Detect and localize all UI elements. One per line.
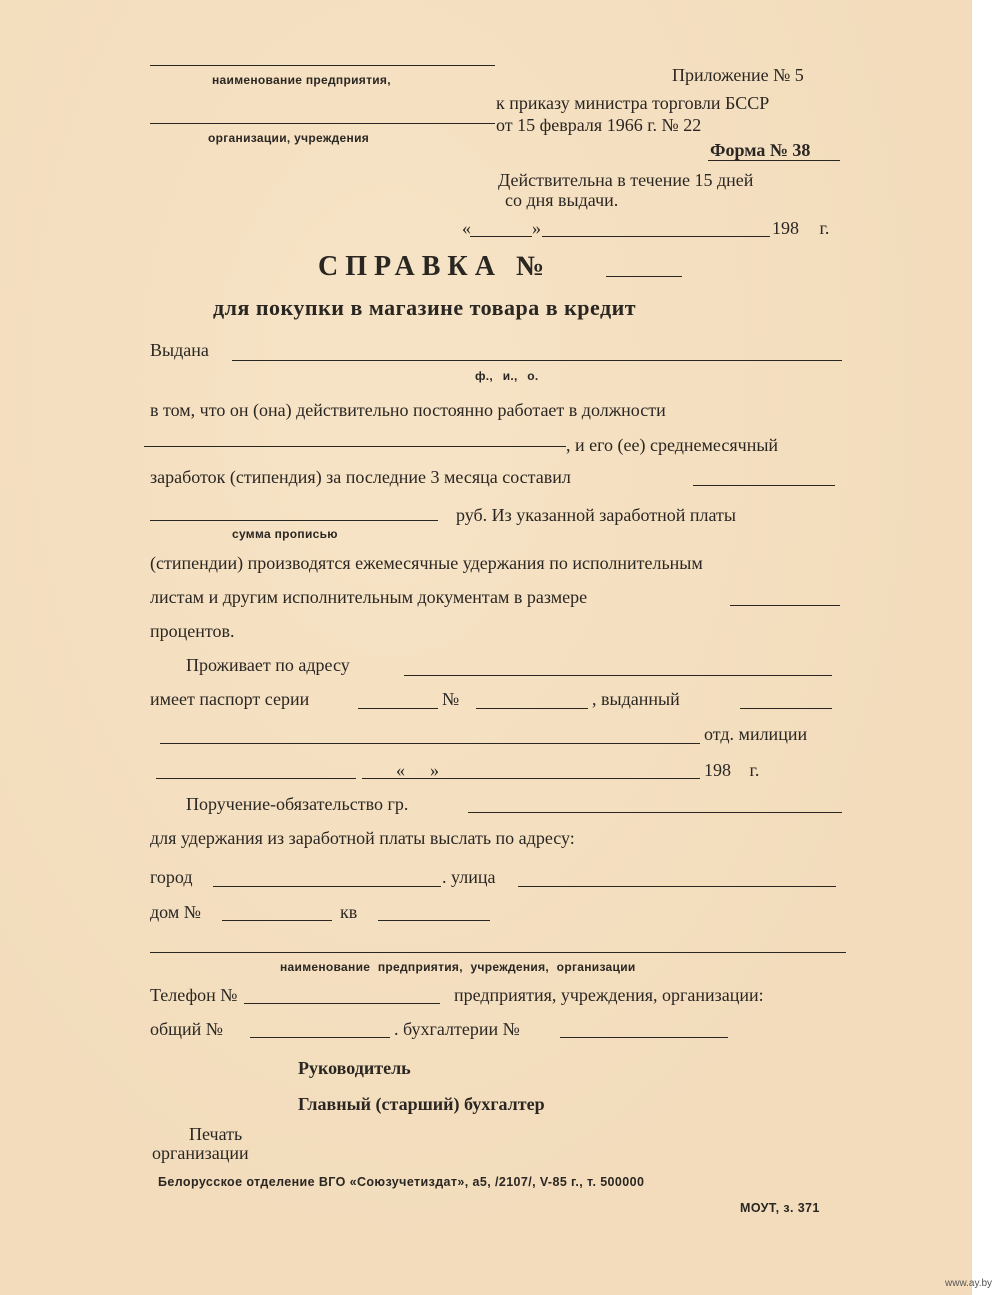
date-day-line xyxy=(470,236,532,237)
street-label: . улица xyxy=(442,867,496,887)
address-line xyxy=(404,675,832,676)
street-line xyxy=(518,886,836,887)
send-address-text: для удержания из заработной платы выслать по адресу: xyxy=(150,828,575,848)
accountant-signature-label: Главный (старший) бухгалтер xyxy=(298,1094,545,1114)
house-label: дом № xyxy=(150,902,201,922)
salary-line xyxy=(693,485,835,486)
police-label: отд. милиции xyxy=(704,724,808,744)
phone-of-text: предприятия, учреждения, организации: xyxy=(454,985,764,1005)
address-label: Проживает по адресу xyxy=(186,655,350,675)
passport-issued-label: , выданный xyxy=(592,689,680,709)
percent-text: процентов. xyxy=(150,621,235,641)
city-label: город xyxy=(150,867,193,887)
org-name-line xyxy=(150,65,495,66)
apt-label: кв xyxy=(340,902,358,922)
salary-text: заработок (стипендия) за последние 3 месяца составил xyxy=(150,467,571,487)
deduction-text-1: (стипендии) производятся ежемесячные удержания по исполнительным xyxy=(150,553,703,573)
passport-quote-open: « xyxy=(396,760,405,780)
appendix-number: Приложение № 5 xyxy=(672,65,804,85)
passport-no-label: № xyxy=(442,689,460,709)
form-number-underline xyxy=(708,160,840,161)
form-number: Форма № 38 xyxy=(710,140,811,160)
rub-text: руб. Из указанной заработной платы xyxy=(456,505,736,525)
date-quote-close: » xyxy=(532,218,541,238)
org-line-2 xyxy=(150,123,495,124)
deduction-text-2: листам и другим исполнительным документам в размере xyxy=(150,587,588,607)
date-month-line xyxy=(542,236,770,237)
head-signature-label: Руководитель xyxy=(298,1058,411,1078)
order-ref-2: от 15 февраля 1966 г. № 22 xyxy=(496,115,702,135)
guarantee-line xyxy=(468,812,842,813)
document-subtitle: для покупки в магазине товара в кредит xyxy=(213,295,637,320)
org-name-caption: наименование предприятия, xyxy=(212,73,391,87)
date-quote-open: « xyxy=(462,218,471,238)
passport-year: 198 г. xyxy=(704,760,760,780)
issued-line xyxy=(232,360,842,361)
passport-number-line xyxy=(476,708,588,709)
fio-caption: ф., и., о. xyxy=(475,369,539,383)
publisher-line: Белорусское отделение ВГО «Союзучетиздат», а5, /2107/, V-85 г., т. 500000 xyxy=(158,1175,645,1189)
passport-label: имеет паспорт серии xyxy=(150,689,310,709)
phone-line xyxy=(244,1003,440,1004)
sum-words-caption: сумма прописью xyxy=(232,527,338,541)
passport-issuer-line xyxy=(740,708,832,709)
passport-quote-close: » xyxy=(430,760,439,780)
validity-2: со дня выдачи. xyxy=(505,190,619,210)
city-line xyxy=(213,886,441,887)
guarantee-label: Поручение-обязательство гр. xyxy=(186,794,409,814)
avg-text: , и его (ее) среднемесячный xyxy=(566,435,779,455)
document-title: СПРАВКА № xyxy=(318,251,552,282)
accounting-phone-line xyxy=(560,1037,728,1038)
percent-line xyxy=(730,605,840,606)
passport-place-line xyxy=(156,778,356,779)
passport-day-line xyxy=(362,778,462,779)
date-year: 198 г. xyxy=(772,218,830,238)
sum-words-line xyxy=(150,520,438,521)
accounting-phone-label: . бухгалтерии № xyxy=(394,1019,520,1039)
org-name-caption-2: наименование предприятия, учреждения, организации xyxy=(280,960,636,974)
stamp-label-1: Печать xyxy=(189,1124,243,1144)
general-phone-line xyxy=(250,1037,390,1038)
org-name-line-2 xyxy=(150,952,846,953)
phone-label: Телефон № xyxy=(150,985,238,1005)
validity-1: Действительна в течение 15 дней xyxy=(498,170,754,190)
police-line xyxy=(160,743,700,744)
position-line xyxy=(144,446,566,447)
passport-series-line xyxy=(358,708,438,709)
order-ref-1: к приказу министра торговли БССР xyxy=(496,93,770,113)
apt-line xyxy=(378,920,490,921)
stamp-label-2: организации xyxy=(152,1143,249,1163)
org-caption-2: организации, учреждения xyxy=(208,131,370,145)
house-line xyxy=(222,920,332,921)
print-info: МОУТ, з. 371 xyxy=(740,1201,820,1215)
watermark: www.ay.by xyxy=(945,1278,993,1289)
issued-label: Выдана xyxy=(150,340,209,360)
title-number-line xyxy=(606,276,682,277)
works-text: в том, что он (она) действительно постоянно работает в должности xyxy=(150,400,666,420)
passport-month-line xyxy=(462,778,700,779)
general-phone-label: общий № xyxy=(150,1019,223,1039)
